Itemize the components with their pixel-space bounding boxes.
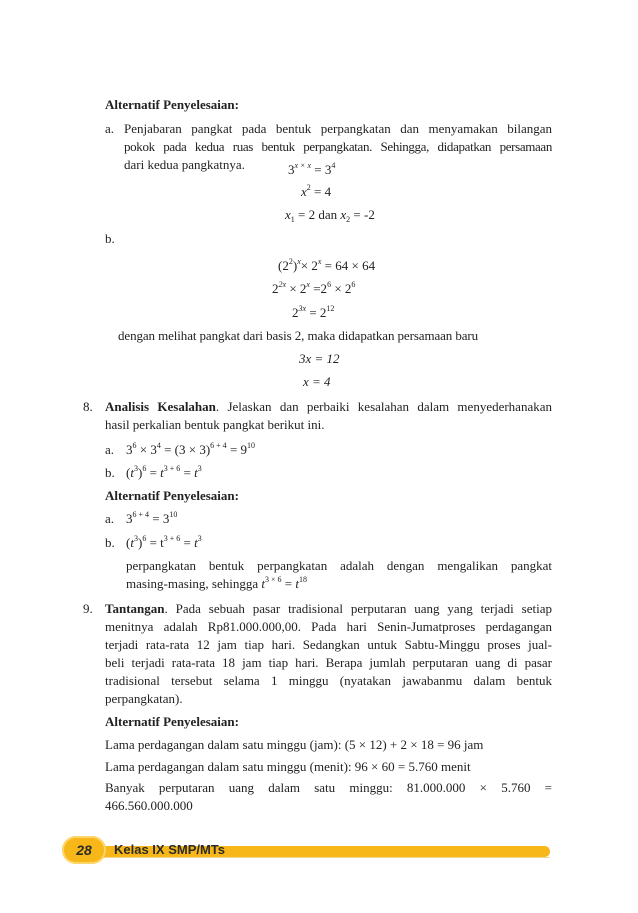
paragraph-line: dengan melihat pangkat dari basis 2, maka didapatkan persamaan baru: [118, 328, 479, 343]
equation-line: $x_1 = 2$ dan $x_2 = -2$: [285, 207, 375, 224]
answer-line: Banyak perputaran uang dalam satu minggu: 81.000.000 × 5.760 =: [105, 780, 552, 795]
answer-line: 466.560.000.000: [105, 798, 193, 813]
solution-heading: Alternatif Penyelesaian:: [105, 714, 239, 729]
equation-line: $3^{6 + 4} = 3^{10}$: [126, 510, 178, 526]
page-number-badge: 28: [62, 836, 106, 864]
paragraph-line: terjadi rata-rata 12 jam tiap hari. Sedangkan untuk Sabtu-Minggu proses jual-: [105, 637, 552, 652]
answer-line: Lama perdagangan dalam satu minggu (jam): (5 × 12) + 2 × 18 = 96 jam: [105, 737, 484, 752]
item-marker-a: a.: [105, 442, 115, 457]
paragraph-line: hasil perkalian bentuk pangkat berikut ini.: [105, 417, 325, 432]
paragraph-line: perpangkatan bentuk perpangkatan adalah dengan mengalikan pangkat: [126, 558, 552, 573]
equation-line: 3x = 12: [299, 351, 340, 366]
equation-line: $x^2 = 4$: [301, 183, 332, 199]
solution-heading: Alternatif Penyelesaian:: [105, 97, 239, 112]
equation-line: $3^{x \times x} = 3^4$: [288, 161, 336, 177]
footer-book-title: Kelas IX SMP/MTs: [114, 842, 226, 857]
question-number: 9.: [83, 601, 93, 616]
equation-line: $2^{3x} = 2^{12}$: [292, 304, 335, 320]
paragraph-line: masing-masing, sehingga $t^{3 \times 6} = t^{18}$: [126, 575, 308, 591]
item-marker-a: a.: [105, 121, 115, 136]
item-marker-b: b.: [105, 465, 115, 480]
paragraph-line: Penjabaran pangkat pada bentuk perpangkatan dan menyamakan bilangan: [124, 121, 552, 136]
paragraph-line: perpangkatan).: [105, 691, 183, 706]
question-number: 8.: [83, 399, 93, 414]
paragraph-line: tradisional tersebut selama 1 minggu (nyatakan jawabanmu dalam bentuk: [105, 673, 552, 688]
answer-line: Lama perdagangan dalam satu minggu (menit): 96 × 60 = 5.760 menit: [105, 759, 471, 774]
equation-line: x = 4: [303, 374, 331, 389]
equation-line: $(t^3)^6 = t^{3 + 6} = t^3$: [126, 464, 202, 480]
equation-line: $3^6 \times 3^4 = (3 \times 3)^{6 + 4} = 9^{10}$: [126, 441, 256, 457]
paragraph-line: Tantangan. Pada sebuah pasar tradisional perputaran uang yang terjadi setiap: [105, 601, 552, 616]
solution-heading: Alternatif Penyelesaian:: [105, 488, 239, 503]
footer-divider: [72, 857, 550, 858]
item-marker-b: b.: [105, 535, 115, 550]
paragraph-line: dari kedua pangkatnya.: [124, 157, 245, 172]
equation-line: $(t^3)^6 = t^{3 + 6} = t^3$: [126, 534, 202, 550]
paragraph-line: Analisis Kesalahan. Jelaskan dan perbaiki kesalahan dalam menyederhanakan: [105, 399, 552, 414]
item-marker-a: a.: [105, 511, 115, 526]
equation-line: $(2^2)^x\times 2^x = 64 \times 64$: [278, 257, 376, 273]
paragraph-line: beli terjadi rata-rata 18 jam tiap hari. Berapa jumlah perputaran uang di pasar: [105, 655, 552, 670]
paragraph-line: menitnya adalah Rp81.000.000,00. Pada hari Senin-Jumatproses perdagangan: [105, 619, 552, 634]
equation-line: $2^{2x} \times 2^x =2^6 \times 2^6$: [272, 280, 356, 296]
item-marker-b: b.: [105, 231, 115, 246]
paragraph-line: pokok pada kedua ruas bentuk perpangkatan. Sehingga, didapatkan persamaan: [124, 139, 552, 154]
